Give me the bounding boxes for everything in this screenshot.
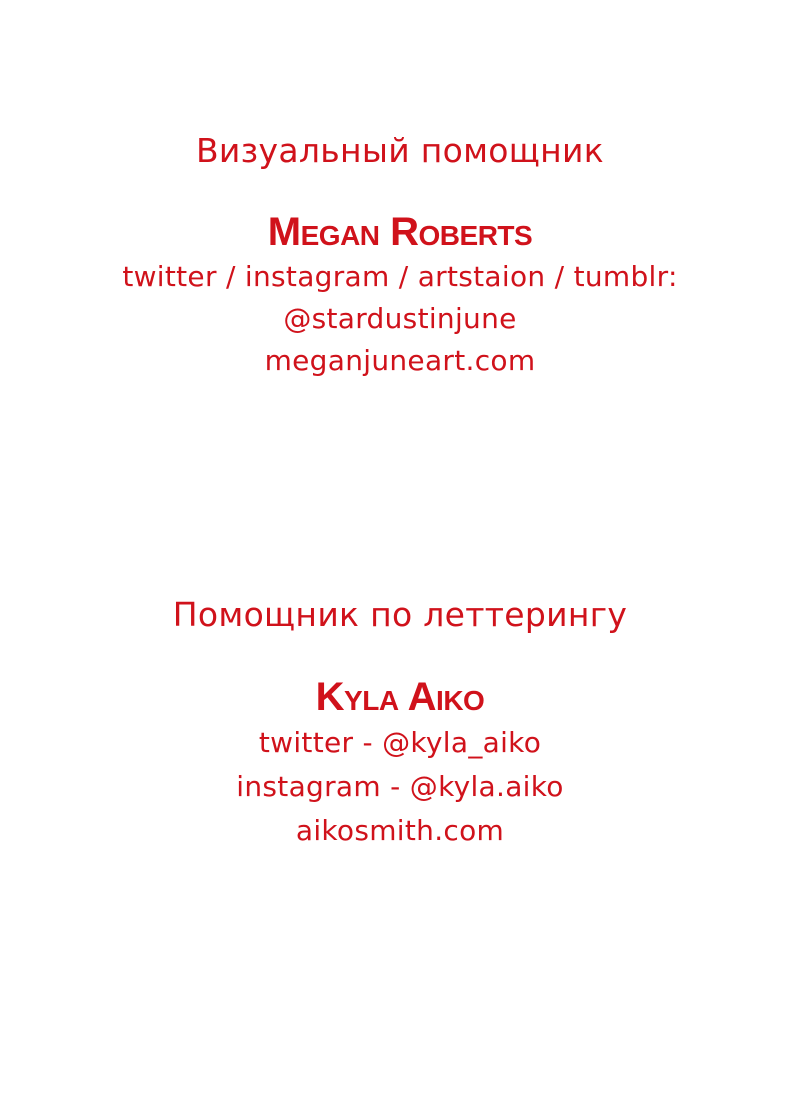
- visual-assistant-name: Megan Roberts: [267, 210, 533, 254]
- visual-assistant-social-handles-label: twitter / instagram / artstaion / tumblr:: [122, 260, 678, 293]
- lettering-assistant-website: aikosmith.com: [295, 814, 505, 847]
- lettering-assistant-instagram: instagram - @kyla.aiko: [236, 770, 564, 803]
- lettering-assistant-name: Kyla Aiko: [315, 675, 485, 719]
- lettering-assistant-credit: [0, 590, 800, 853]
- visual-assistant-role: Визуальный помощник: [195, 131, 605, 170]
- visual-assistant-credit: [0, 126, 800, 382]
- visual-assistant-website: meganjuneart.com: [264, 344, 536, 377]
- lettering-assistant-twitter: twitter - @kyla_aiko: [258, 726, 542, 759]
- lettering-assistant-role: Помощник по леттерингу: [172, 595, 628, 634]
- visual-assistant-handle: @stardustinjune: [283, 302, 517, 335]
